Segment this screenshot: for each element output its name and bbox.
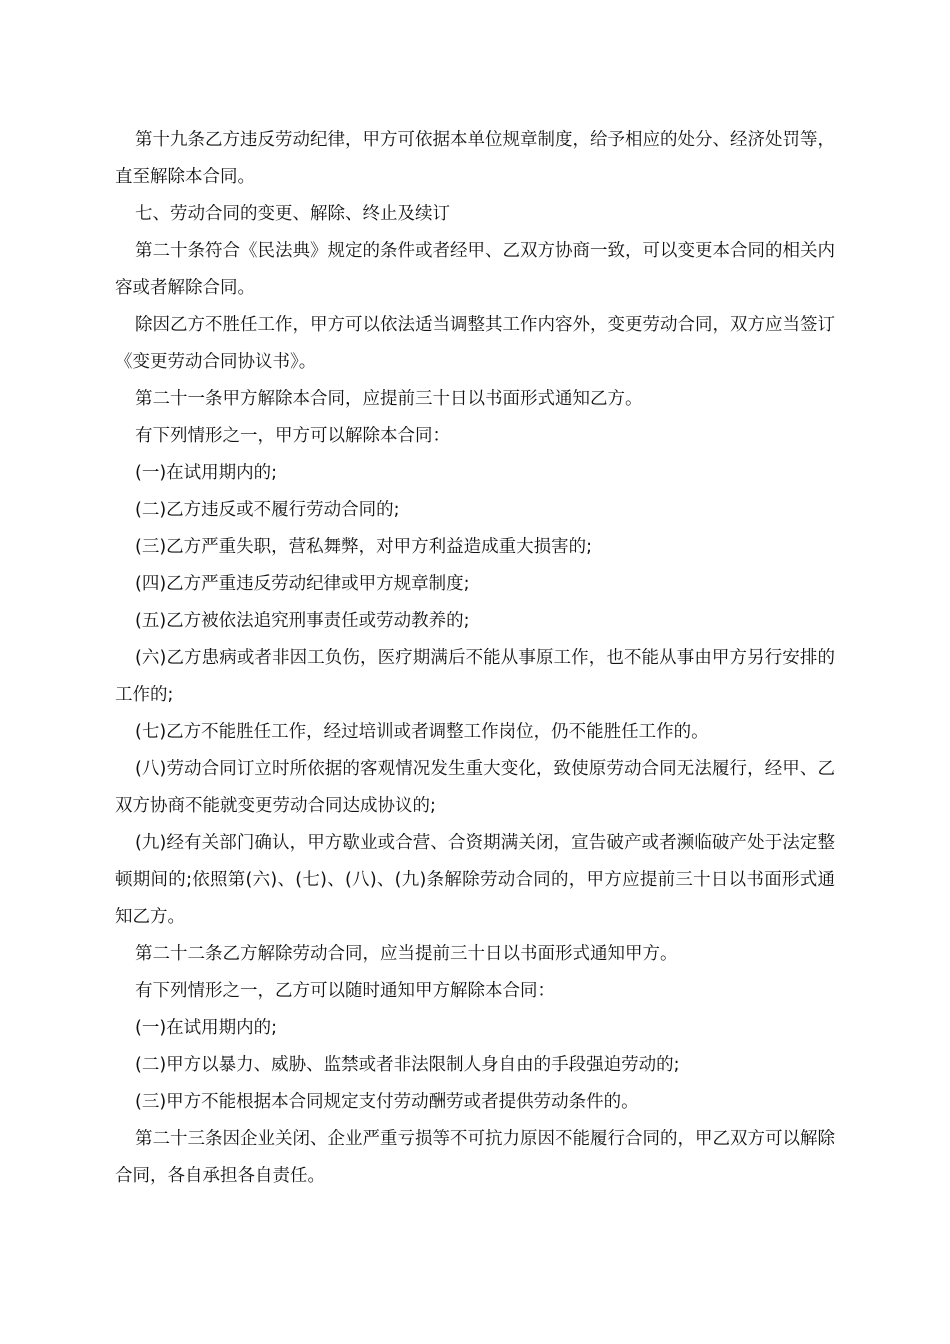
list-item: (二)甲方以暴力、威胁、监禁或者非法限制人身自由的手段强迫劳动的; (135, 1055, 680, 1075)
list-item: (一)在试用期内的; (135, 463, 278, 483)
paragraph-employer-termination-intro: 有下列情形之一，甲方可以解除本合同： (135, 426, 450, 446)
paragraph-employee-termination-intro: 有下列情形之一，乙方可以随时通知甲方解除本合同： (135, 981, 555, 1001)
paragraph-contract-change: 除因乙方不胜任工作，甲方可以依法适当调整其工作内容外，变更劳动合同，双方应当签订《变更劳动合同协议书》。 (115, 315, 835, 372)
list-item: (五)乙方被依法追究刑事责任或劳动教养的; (135, 611, 470, 631)
list-item: (八)劳动合同订立时所依据的客观情况发生重大变化，致使原劳动合同无法履行，经甲、乙双方协商不能就变更劳动合同达成协议的; (115, 759, 835, 816)
list-item: (三)乙方严重失职，营私舞弊，对甲方利益造成重大损害的; (135, 537, 593, 557)
list-item: (四)乙方严重违反劳动纪律或甲方规章制度; (135, 574, 470, 594)
list-item: (二)乙方违反或不履行劳动合同的; (135, 500, 400, 520)
list-item: (九)经有关部门确认，甲方歇业或合营、合资期满关闭，宣告破产或者濒临破产处于法定整顿期间的;依照第(六)、(七)、(八)、(九)条解除劳动合同的，甲方应提前三十日以书面形式通知乙方。 (115, 833, 835, 927)
list-item: (一)在试用期内的; (135, 1018, 278, 1038)
list-item: (七)乙方不能胜任工作，经过培训或者调整工作岗位，仍不能胜任工作的。 (135, 722, 709, 742)
paragraph-article-22: 第二十二条乙方解除劳动合同，应当提前三十日以书面形式通知甲方。 (135, 944, 678, 964)
document-body (115, 122, 835, 1195)
section-heading-7: 七、劳动合同的变更、解除、终止及续订 (135, 204, 450, 224)
paragraph-article-19: 第十九条乙方违反劳动纪律，甲方可依据本单位规章制度，给予相应的处分、经济处罚等，直至解除本合同。 (115, 130, 835, 187)
paragraph-article-21: 第二十一条甲方解除本合同，应提前三十日以书面形式通知乙方。 (135, 389, 643, 409)
list-item: (三)甲方不能根据本合同规定支付劳动酬劳或者提供劳动条件的。 (135, 1092, 639, 1112)
paragraph-article-23: 第二十三条因企业关闭、企业严重亏损等不可抗力原因不能履行合同的，甲乙双方可以解除合同，各自承担各自责任。 (115, 1129, 835, 1186)
paragraph-article-20: 第二十条符合《民法典》规定的条件或者经甲、乙双方协商一致，可以变更本合同的相关内容或者解除合同。 (115, 241, 835, 298)
list-item: (六)乙方患病或者非因工负伤，医疗期满后不能从事原工作，也不能从事由甲方另行安排的工作的; (115, 648, 835, 705)
